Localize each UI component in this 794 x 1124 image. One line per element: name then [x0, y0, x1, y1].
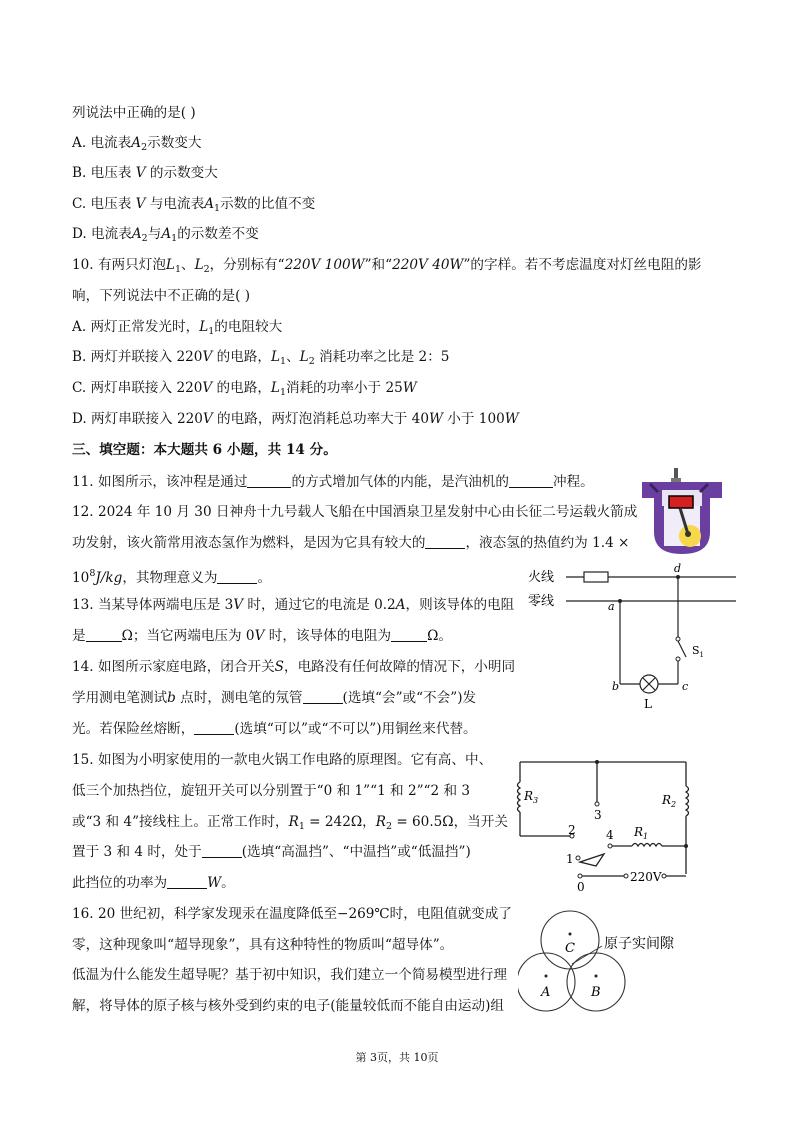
household-circuit-figure: [522, 562, 742, 712]
q12-line2: 功发射，该火箭常用液态氢作为燃料，是因为它具有较大的 ，液态氢的热值约为 1.4 ×: [72, 535, 630, 551]
atom-c: [541, 911, 599, 969]
q13-line2: 是 Ω；当它两端电压为 0V 时，该导体的电阻为 Ω。: [72, 628, 452, 644]
point-a-label: a: [608, 600, 615, 613]
r3-label: $R_3$: [524, 789, 539, 805]
point-c-label: c: [682, 680, 689, 693]
q14-line2: 学用测电笔测试b 点时，测电笔的氖管 (选填“会”或“不会”)发: [72, 690, 477, 706]
q16-line3: 低温为什么能发生超导呢？基于初中知识，我们建立一个简易模型进行理: [72, 967, 507, 983]
lamp-l-label: L: [644, 697, 652, 711]
switch-s1: [678, 641, 686, 657]
resistor-r2: [686, 786, 689, 816]
rotary-switch: [580, 854, 604, 866]
q9-option-c: C. 电压表 V 与电流表$A_1$示数的比值不变: [72, 196, 316, 214]
terminal-2-label: 2: [568, 823, 576, 837]
live-wire-label: 火线: [528, 570, 555, 585]
q10-option-c: C. 两灯串联接入 220V 的电路，$L_1$消耗的功率小于 25W: [72, 380, 417, 398]
q15-line2: 低三个加热挡位，旋钮开关可以分别置于“0 和 1”“1 和 2”“2 和 3: [72, 783, 471, 799]
q14-line1: 14. 如图所示家庭电路，闭合开关S，电路没有任何故障的情况下，小明同: [72, 659, 516, 675]
terminal-1-label: 1: [566, 852, 574, 866]
hotpot-circuit-figure: [514, 752, 698, 894]
q10-stem-line1: 10. 有两只灯泡$L_1$、$L_2$，分别标有“220V 100W”和“220V 40W”的字样。若不考虑温度对灯丝电阻的影: [72, 257, 702, 275]
resistor-r1: [632, 844, 662, 847]
atom-b-label: B: [591, 985, 601, 1000]
q15-line5: 此挡位的功率为 W。: [72, 875, 235, 891]
terminal-4-label: 4: [606, 828, 614, 842]
point-b-label: b: [612, 680, 620, 693]
atom-c-label: C: [565, 941, 575, 956]
q10-stem-line2: 响，下列说法中不正确的是( ): [72, 288, 251, 304]
point-d-label: d: [674, 562, 682, 575]
q9-option-a: A. 电流表$A_2$示数变大: [72, 135, 202, 153]
fuse: [584, 572, 608, 582]
q10-option-b: B. 两灯并联接入 220V 的电路，$L_1$、$L_2$ 消耗功率之比是 2：5: [72, 349, 450, 367]
atom-a-label: A: [541, 985, 551, 1000]
q16-line4: 解，将导体的原子核与核外受到约束的电子(能量较低而不能自由运动)组: [72, 998, 505, 1014]
q15-line4: 置于 3 和 4 时，处于 (选填“高温挡”、“中温挡”或“低温挡”): [72, 844, 471, 860]
q9-stem-tail: 列说法中正确的是( ): [72, 105, 196, 121]
switch-s1-label: $S_1$: [692, 644, 705, 659]
q12-line3: $10^8J/kg$，其物理意义为 。: [72, 568, 272, 586]
q9-option-b: B. 电压表 V 的示数变大: [72, 165, 218, 181]
supply-voltage-label: 220V: [630, 870, 662, 884]
q9-option-d: D. 电流表$A_2$与$A_1$的示数差不变: [72, 226, 259, 244]
page-footer: 第 3页，共 10页: [355, 1051, 439, 1064]
q16-line2: 零，这种现象叫“超导现象”，具有这种特性的物质叫“超导体”。: [72, 937, 454, 953]
resistor-r3: [518, 782, 521, 812]
terminal-0-label: 0: [577, 880, 585, 894]
q16-line1: 16. 20 世纪初，科学家发现汞在温度降低至−269℃时，电阻值就变成了: [72, 906, 512, 922]
r2-label: $R_2$: [662, 793, 677, 809]
r1-label: $R_1$: [634, 825, 649, 841]
q10-option-d: D. 两灯串联接入 220V 的电路，两灯泡消耗总功率大于 40W 小于 100W: [72, 411, 519, 427]
neutral-wire-label: 零线: [528, 594, 555, 609]
atomic-gap-label: 原子实间隙: [604, 936, 674, 952]
q11-line: 11. 如图所示，该冲程是通过 的方式增加气体的内能，是汽油机的 冲程。: [72, 474, 594, 490]
q15-line3: 或“3 和 4”接线柱上。正常工作时，$R_1 = 242\Omega$，$R_2 = 60.5\Omega$，当开关: [72, 814, 508, 832]
section-heading-fill-in: 三、填空题：本大题共 6 小题，共 14 分。: [72, 442, 337, 458]
terminal-3-label: 3: [594, 808, 602, 822]
q10-option-a: A. 两灯正常发光时，$L_1$的电阻较大: [72, 319, 283, 337]
engine-stroke-figure: [636, 466, 728, 562]
atom-model-figure: [518, 908, 714, 1018]
q14-line3: 光。若保险丝熔断， (选填“可以”或“不可以”)用铜丝来代替。: [72, 721, 477, 737]
q15-line1: 15. 如图为小明家使用的一款电火锅工作电路的原理图。它有高、中、: [72, 752, 493, 768]
q12-line1: 12. 2024 年 10 月 30 日神舟十九号载人飞船在中国酒泉卫星发射中心由长征二号运载火箭成: [72, 504, 638, 520]
q13-line1: 13. 当某导体两端电压是 3V 时，通过它的电流是 0.2A，则该导体的电阻: [72, 597, 515, 613]
